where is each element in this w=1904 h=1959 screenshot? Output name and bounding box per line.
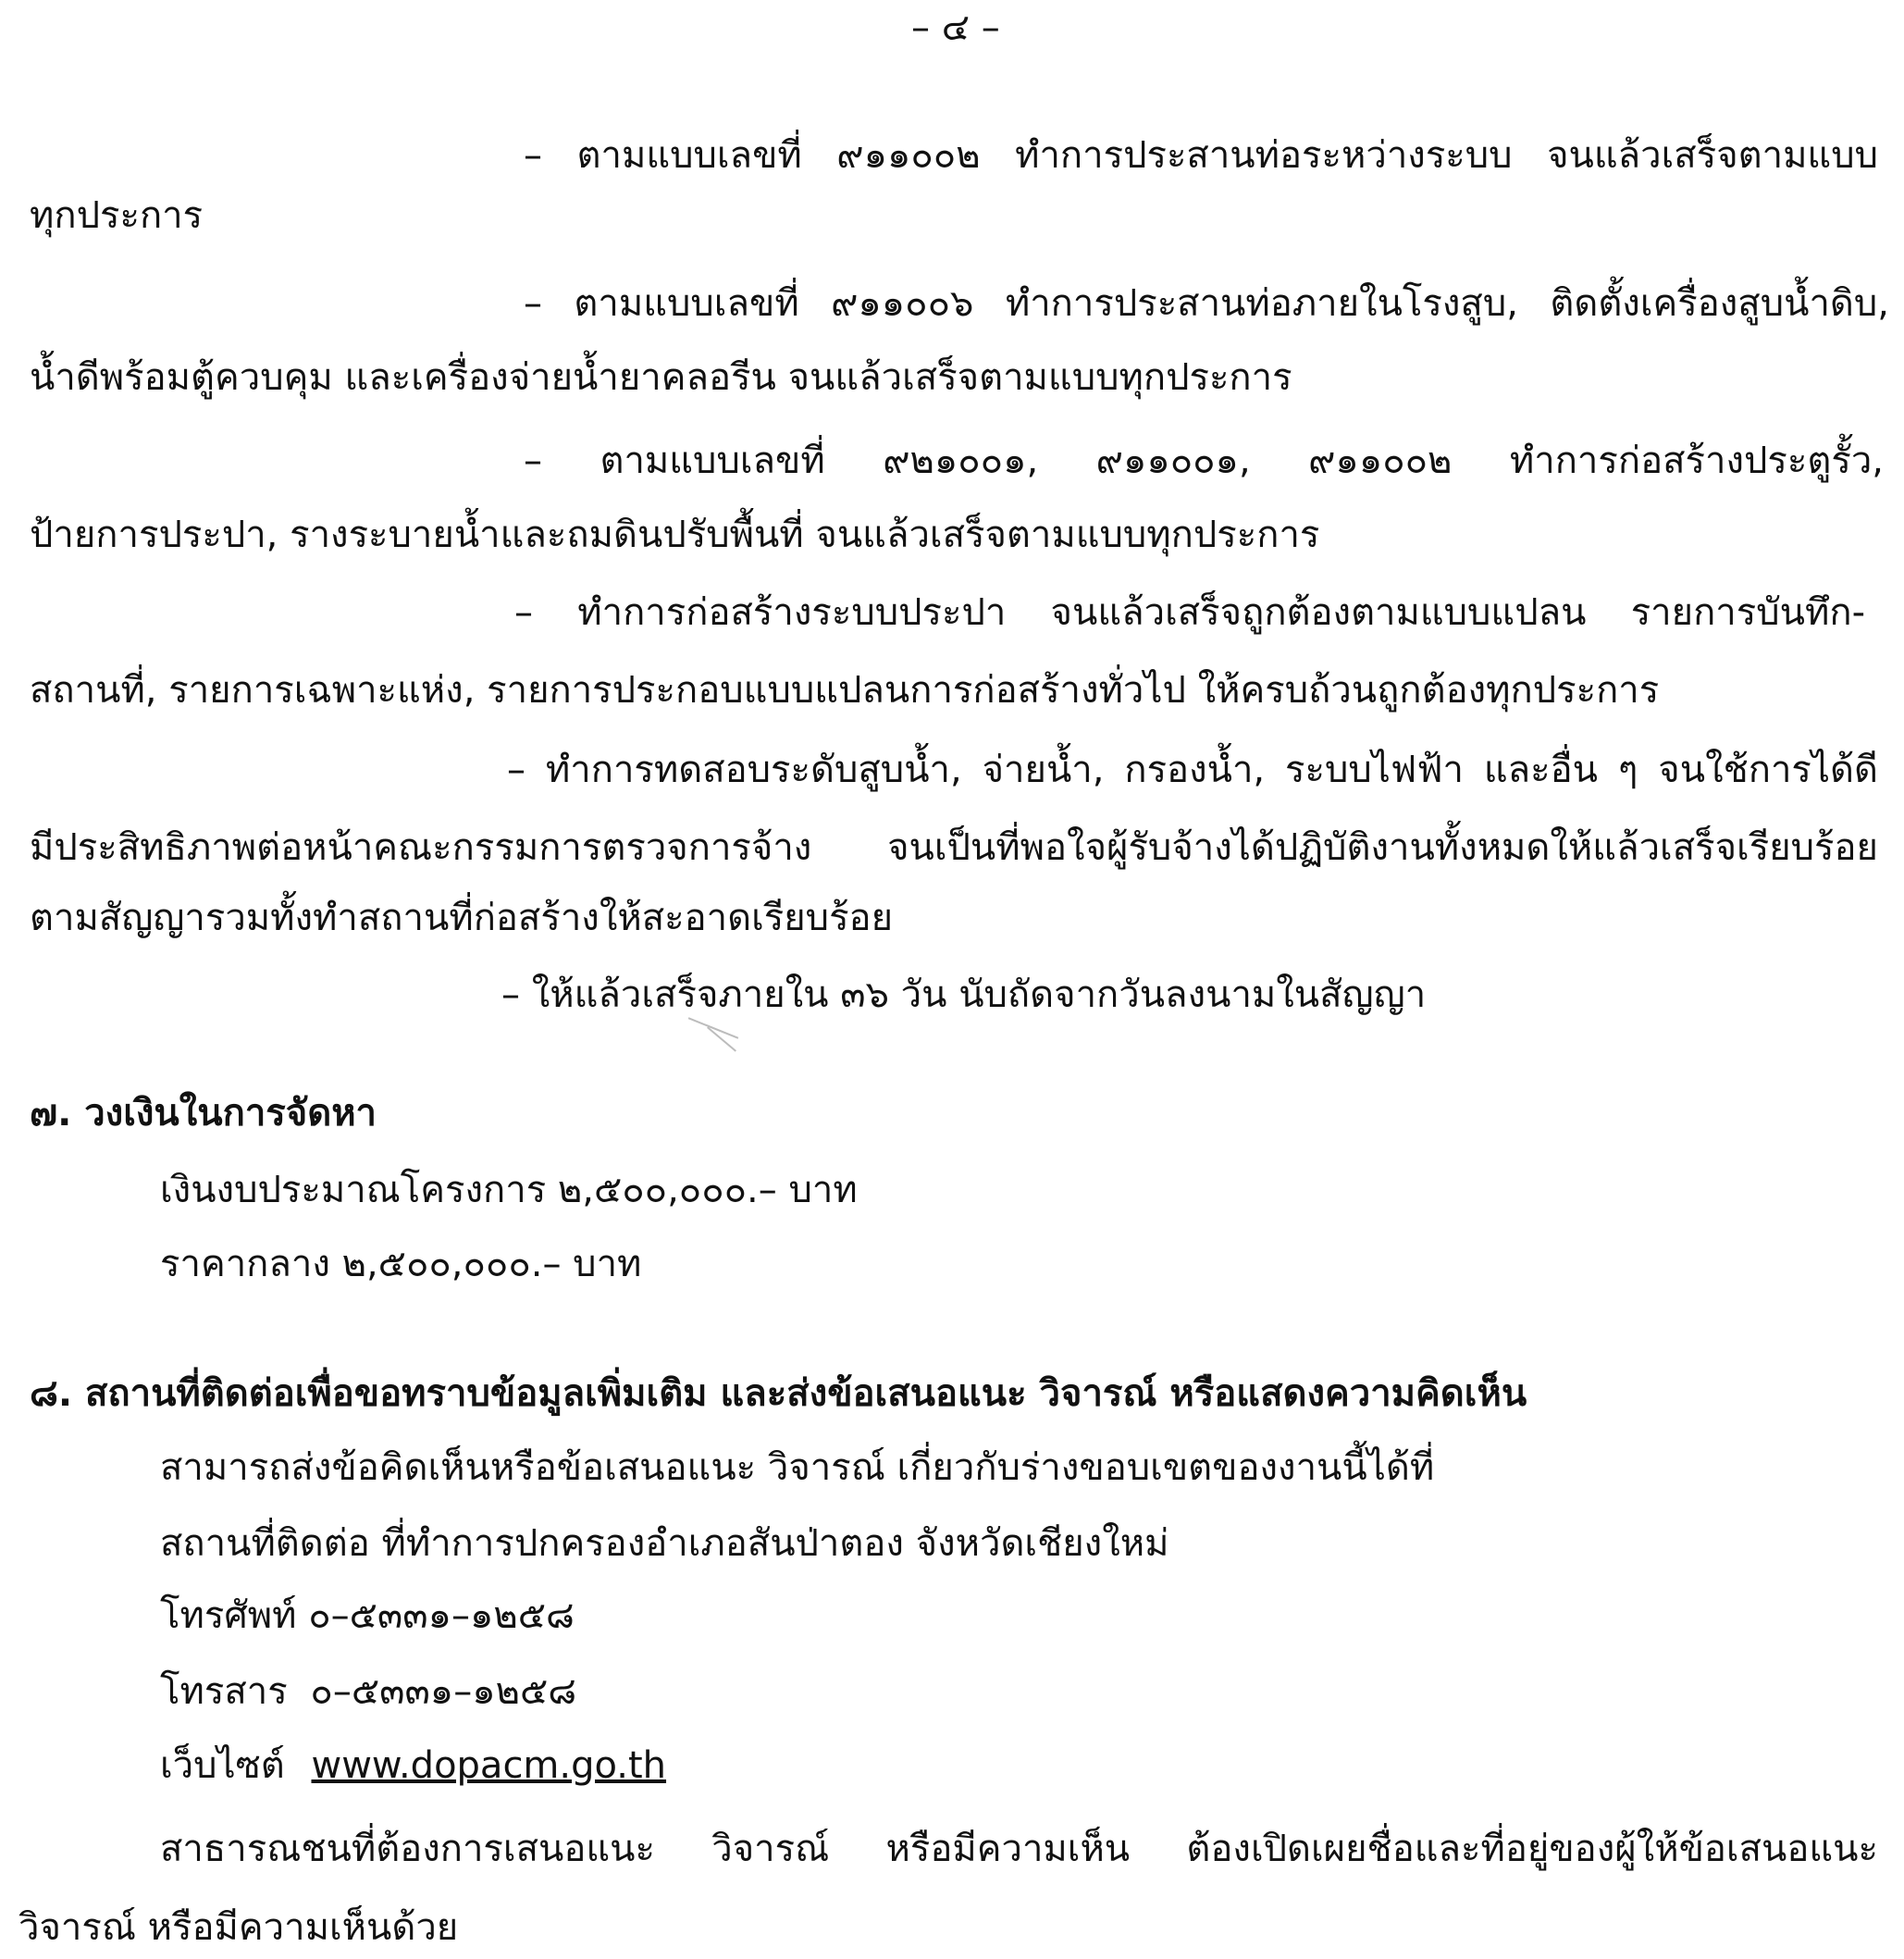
scope-item-2-line-2: น้ำดีพร้อมตู้ควบคุม และเครื่องจ่ายน้ำยาคลอรีน จนแล้วเสร็จตามแบบทุกประการ — [30, 356, 1292, 399]
public-note-line-2: วิจารณ์ หรือมีความเห็นด้วย — [19, 1906, 459, 1949]
fax-row — [160, 1666, 576, 1717]
phone-row — [160, 1590, 575, 1642]
scope-item-3-line-1: – ตามแบบเลขที่ ๙๒๑๐๐๑, ๙๑๑๐๐๑, ๙๑๑๐๐๒ ทำการก่อสร้างประตูรั้ว, — [524, 440, 1884, 482]
section-7-heading: ๗. วงเงินในการจัดหา — [30, 1092, 377, 1134]
website-label: เว็บไซต์ — [160, 1744, 285, 1787]
fax-label: โทรสาร — [160, 1670, 288, 1713]
page-number: – ๔ – — [911, 6, 1000, 49]
public-note-line-1: สาธารณชนที่ต้องการเสนอแนะ วิจารณ์ หรือมีความเห็น ต้องเปิดเผยชื่อและที่อยู่ของผู้ให้ข้อเสนอแนะ — [160, 1828, 1878, 1870]
scope-item-5-line-2: มีประสิทธิภาพต่อหน้าคณะกรรมการตรวจการจ้าง จนเป็นที่พอใจผู้รับจ้างได้ปฏิบัติงานทั้งหมดให้แล้วเสร็จเรียบร้อย — [30, 826, 1878, 869]
website-row — [160, 1740, 666, 1792]
scope-item-4-line-2: สถานที่, รายการเฉพาะแห่ง, รายการประกอบแบบแปลนการก่อสร้างทั่วไป ให้ครบถ้วนถูกต้องทุกประการ — [30, 669, 1660, 712]
phone-label: โทรศัพท์ — [160, 1594, 297, 1637]
scope-item-4-line-1: – ทำการก่อสร้างระบบประปา จนแล้วเสร็จถูกต้องตามแบบแปลน รายการบันทึก- — [514, 591, 1865, 634]
median-price: ราคากลาง ๒,๕๐๐,๐๐๐.– บาท — [160, 1243, 642, 1285]
scope-item-5-line-1: – ทำการทดสอบระดับสูบน้ำ, จ่ายน้ำ, กรองน้ำ, ระบบไฟฟ้า และอื่น ๆ จนใช้การได้ดี — [507, 749, 1878, 791]
scope-item-1-line-2: ทุกประการ — [30, 194, 204, 237]
scope-item-5-line-3: ตามสัญญารวมทั้งทำสถานที่ก่อสร้างให้สะอาดเรียบร้อย — [30, 897, 894, 939]
website-link[interactable]: www.dopacm.go.th — [311, 1744, 667, 1787]
contact-address: สถานที่ติดต่อ ที่ทำการปกครองอำเภอสันป่าตอง จังหวัดเชียงใหม่ — [160, 1522, 1169, 1565]
scope-item-3-line-2: ป้ายการประปา, รางระบายน้ำและถมดินปรับพื้นที่ จนแล้วเสร็จตามแบบทุกประการ — [30, 514, 1320, 556]
contact-intro: สามารถส่งข้อคิดเห็นหรือข้อเสนอแนะ วิจารณ์ เกี่ยวกับร่างขอบเขตของงานนี้ได้ที่ — [160, 1446, 1435, 1489]
fax-number: ๐–๕๓๓๑–๑๒๕๘ — [310, 1670, 577, 1713]
phone-number: ๐–๕๓๓๑–๑๒๕๘ — [308, 1594, 575, 1637]
scope-item-2-line-1: – ตามแบบเลขที่ ๙๑๑๐๐๖ ทำการประสานท่อภายในโรงสูบ, ติดตั้งเครื่องสูบน้ำดิบ, — [524, 282, 1889, 325]
scope-item-6-line-1: – ให้แล้วเสร็จภายใน ๓๖ วัน นับถัดจากวันลงนามในสัญญา — [501, 973, 1427, 1016]
scope-item-1-line-1: – ตามแบบเลขที่ ๙๑๑๐๐๒ ทำการประสานท่อระหว่างระบบ จนแล้วเสร็จตามแบบ — [524, 134, 1878, 177]
section-8-heading: ๘. สถานที่ติดต่อเพื่อขอทราบข้อมูลเพิ่มเติม และส่งข้อเสนอแนะ วิจารณ์ หรือแสดงความคิดเห็น — [30, 1372, 1527, 1415]
project-budget: เงินงบประมาณโครงการ ๒,๕๐๐,๐๐๐.– บาท — [160, 1169, 858, 1211]
